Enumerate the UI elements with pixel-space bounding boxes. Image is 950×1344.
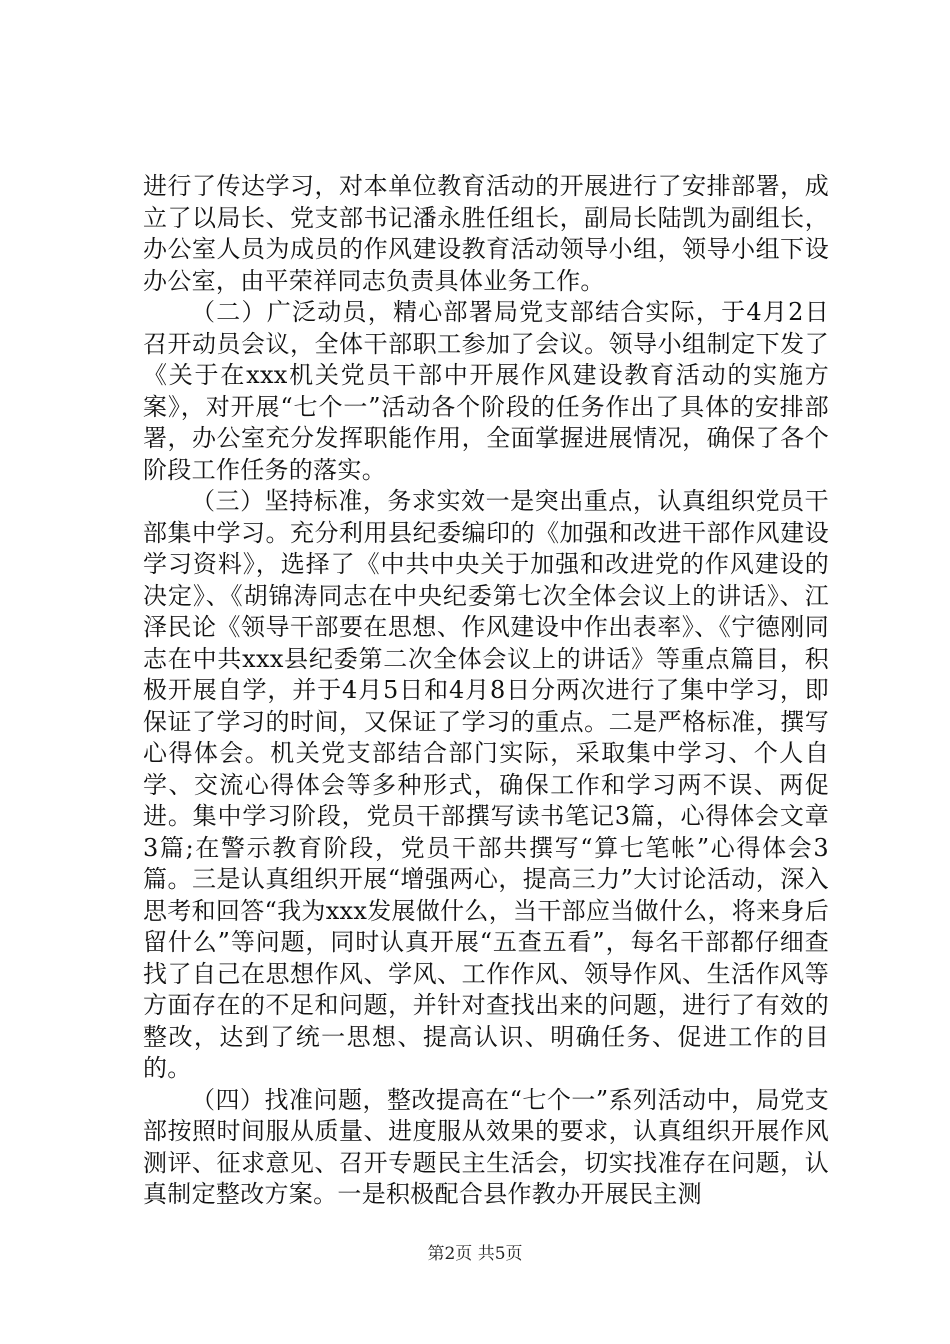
paragraph-continuation: 进行了传达学习，对本单位教育活动的开展进行了安排部署，成立了以局长、党支部书记潘永胜任组长，副局长陆凯为副组长，办公室人员为成员的作风建设教育活动领导小组，领导小组下设办公室，由平荣祥同志负责具体业务工作。 — [143, 172, 829, 295]
paragraph-section-2: （二）广泛动员，精心部署局党支部结合实际，于4月2日召开动员会议，全体干部职工参加了会议。领导小组制定下发了《关于在xxx机关党员干部中开展作风建设教育活动的实施方案》，对开展“七个一”活动各个阶段的任务作出了具体的安排部署，办公室充分发挥职能作用，全面掌握进展情况，确保了各个阶段工作任务的落实。 — [143, 298, 829, 484]
paragraph-section-4: （四）找准问题，整改提高在“七个一”系列活动中，局党支部按照时间服从质量、进度服从效果的要求，认真组织开展作风测评、征求意见、召开专题民主生活会，切实找准存在问题，认真制定整改方案。一是积极配合县作教办开展民主测 — [143, 1085, 829, 1208]
document-body — [143, 171, 829, 1211]
paragraph-section-3: （三）坚持标准，务求实效一是突出重点，认真组织党员干部集中学习。充分利用县纪委编印的《加强和改进干部作风建设学习资料》，选择了《中共中央关于加强和改进党的作风建设的决定》、《胡锦涛同志在中央纪委第七次全体会议上的讲话》、江泽民论《领导干部要在思想、作风建设中作出表率》、《宁德刚同志在中共xxx县纪委第二次全体会议上的讲话》等重点篇目，积极开展自学，并于4月5日和4月8日分两次进行了集中学习，即保证了学习的时间，又保证了学习的重点。二是严格标准，撰写心得体会。机关党支部结合部门实际，采取集中学习、个人自学、交流心得体会等多种形式，确保工作和学习两不误、两促进。集中学习阶段，党员干部撰写读书笔记3篇，心得体会文章3篇;在警示教育阶段，党员干部共撰写“算七笔帐”心得体会3篇。三是认真组织开展“增强两心，提高三力”大讨论活动，深入思考和回答“我为xxx发展做什么，当干部应当做什么，将来身后留什么”等问题，同时认真开展“五查五看”，每名干部都仔细查找了自己在思想作风、学风、工作作风、领导作风、生活作风等方面存在的不足和问题，并针对查找出来的问题，进行了有效的整改，达到了统一思想、提高认识、明确任务、促进工作的目的。 — [143, 487, 829, 1082]
page-number-footer: 第2页 共5页 — [427, 1244, 523, 1264]
